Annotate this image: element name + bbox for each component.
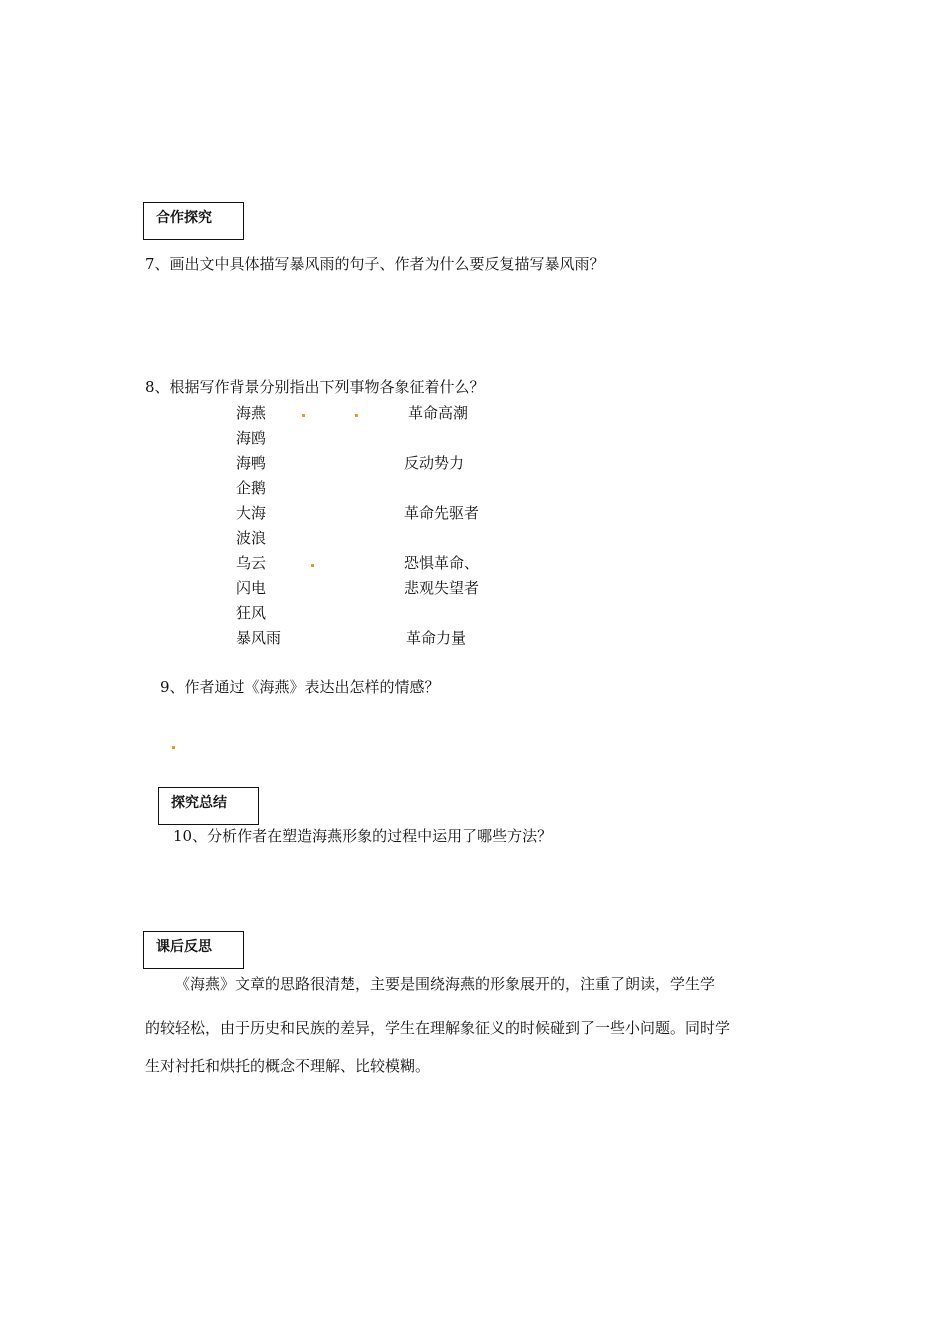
question-9: 9、作者通过《海燕》表达出怎样的情感？ — [160, 678, 440, 696]
term-haiyan: 海燕 — [236, 404, 267, 422]
reflection-line-3: 生对衬托和烘托的概念不理解、比较模糊。 — [145, 1057, 431, 1075]
artifact-dot — [311, 564, 314, 567]
artifact-dot — [355, 414, 358, 417]
meaning-fandong-shili: 反动势力 — [404, 454, 465, 472]
term-qie: 企鹅 — [236, 479, 267, 497]
term-kuangfeng: 狂风 — [236, 604, 267, 622]
term-shandian: 闪电 — [236, 579, 267, 597]
meaning-geming-liliang: 革命力量 — [406, 629, 467, 647]
reflection-line-2: 的较轻松，由于历史和民族的差异，学生在理解象征义的时候碰到了一些小问题。同时学 — [145, 1019, 731, 1037]
meaning-kongju-geming: 恐惧革命、 — [404, 554, 480, 572]
term-haiou: 海鸥 — [236, 429, 267, 447]
reflection-line-1: 《海燕》文章的思路很清楚，主要是围绕海燕的形象展开的，注重了朗读，学生学 — [175, 975, 716, 993]
section-label-summary: 探究总结 — [158, 787, 259, 825]
meaning-beiguan-shiwangzhe: 悲观失望者 — [404, 579, 480, 597]
artifact-dot — [302, 414, 305, 417]
question-8: 8、根据写作背景分别指出下列事物各象征着什么？ — [145, 378, 485, 396]
section-label-reflection: 课后反思 — [143, 931, 244, 969]
term-haiya: 海鸭 — [236, 454, 267, 472]
term-wuyun: 乌云 — [236, 554, 267, 572]
question-10: 10、分析作者在塑造海燕形象的过程中运用了哪些方法？ — [173, 827, 553, 845]
question-7: 7、画出文中具体描写暴风雨的句子、作者为什么要反复描写暴风雨？ — [145, 255, 605, 273]
meaning-geming-gaochao: 革命高潮 — [408, 404, 469, 422]
term-baofengyu: 暴风雨 — [236, 629, 282, 647]
section-label-cooperative: 合作探究 — [143, 202, 244, 240]
artifact-dot — [172, 746, 175, 749]
term-dahai: 大海 — [236, 504, 267, 522]
meaning-geming-xianquzhe: 革命先驱者 — [404, 504, 480, 522]
term-bolang: 波浪 — [236, 529, 267, 547]
